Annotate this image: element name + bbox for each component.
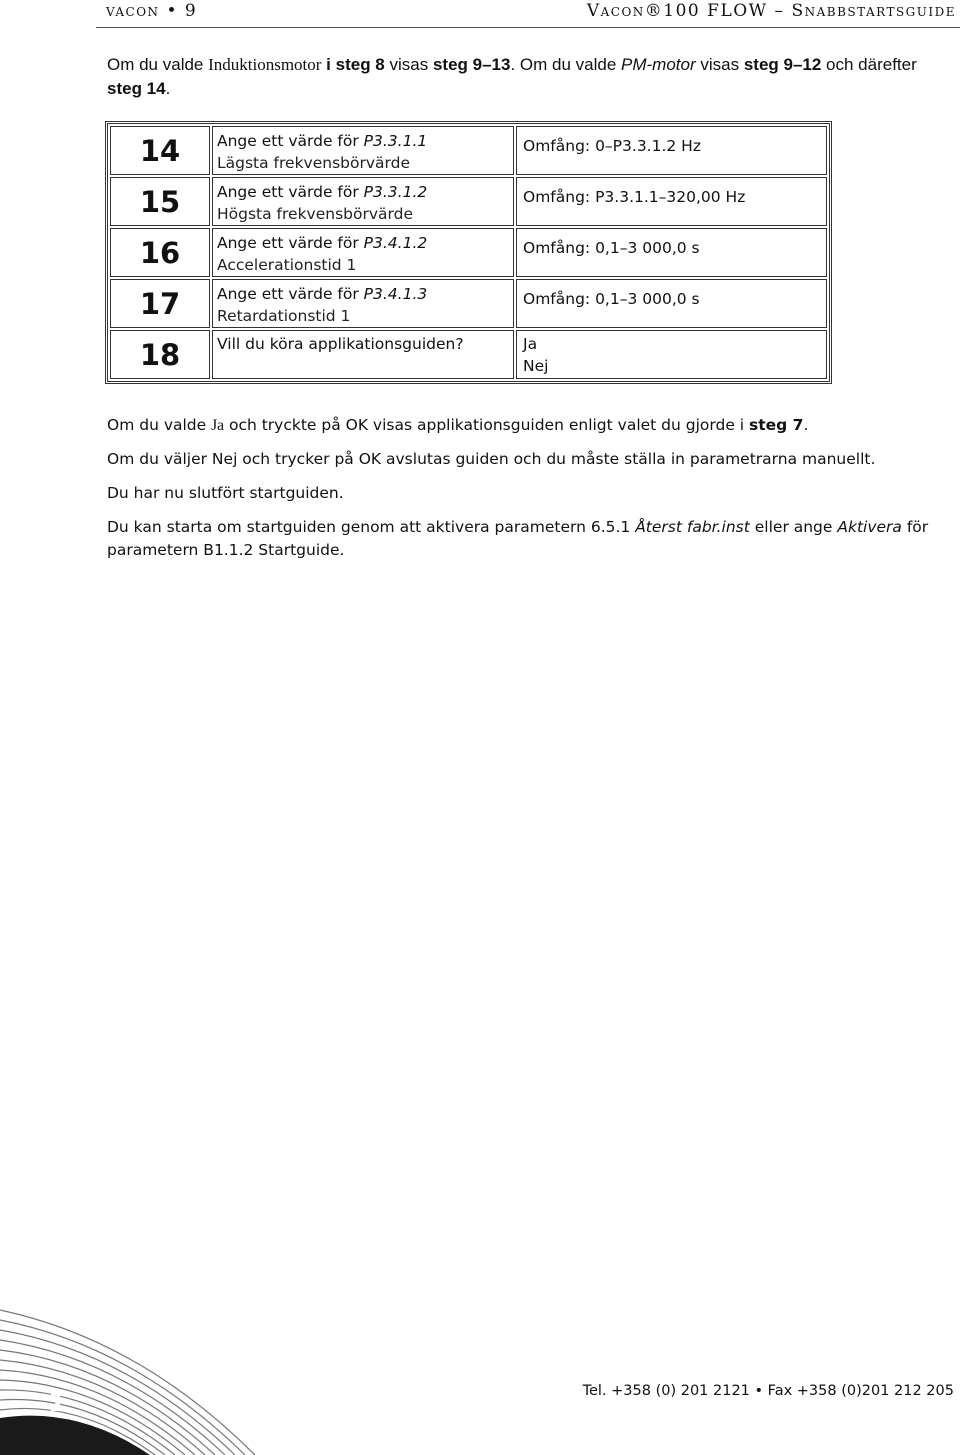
ja-term: Ja [211,417,225,434]
text: . [803,416,809,434]
text: Om du valde [107,416,212,434]
step-description [212,177,514,226]
corner-decoration [0,1280,270,1455]
intro-text: . [165,79,171,98]
step-question: Vill du köra applikationsguiden? [212,330,514,379]
step-row-16 [110,228,827,277]
footer-contact: Tel. +358 (0) 201 2121 • Fax +358 (0)201 212 205 [582,1383,954,1399]
intro-paragraph [107,53,947,101]
step-number: 16 [110,228,210,277]
parameter-name: Retardationstid 1 [217,307,351,325]
aktivera-term: Aktivera [837,518,902,536]
step-range: Omfång: P3.3.1.1–320,00 Hz [516,177,827,226]
step-range: Omfång: 0,1–3 000,0 s [516,228,827,277]
body-text [107,414,957,573]
paragraph-ja [107,414,957,437]
parameter-id: P3.3.1.2 [363,183,428,201]
intro-steg14: steg 14 [107,79,166,98]
parameter-name: Högsta frekvensbörvärde [217,205,414,223]
intro-pm-motor: PM-motor [621,55,696,74]
paragraph-done: Du har nu slutfört startguiden. [107,484,344,502]
intro-steg-9-13: steg 9–13 [432,55,511,74]
intro-text: visas [695,55,744,74]
paragraph-nej: Om du väljer Nej och trycker på OK avslutas guiden och du måste ställa in parametrarna manuellt. [107,450,876,468]
parameter-id: P3.4.1.3 [363,285,428,303]
parameter-id: P3.3.1.1 [363,132,428,150]
steps-table [105,121,832,384]
step-description [212,279,514,328]
step-instruction: Ange ett värde för [217,234,364,252]
step-row-17 [110,279,827,328]
parameter-id: P3.4.1.2 [363,234,428,252]
page-number: 1 [48,1388,67,1418]
intro-text: och därefter [821,55,917,74]
page-header [96,0,960,28]
step-range: Omfång: 0–P3.3.1.2 Hz [516,126,827,175]
step-range: Omfång: 0,1–3 000,0 s [516,279,827,328]
text: Du kan starta om startguiden genom att aktivera parametern 6.5.1 [107,518,636,536]
step-row-14 [110,126,827,175]
intro-text: . Om du valde [510,55,622,74]
intro-text: Om du valde [107,55,209,74]
option-ja: Ja [523,335,538,353]
parameter-name: Accelerationstid 1 [217,256,357,274]
step-row-15 [110,177,827,226]
text: och tryckte på OK visas applikationsguiden enligt valet du gjorde i [224,416,750,434]
header-doc-title: Vacon®100 FLOW – Snabbstartsguide [586,1,956,21]
intro-steg8: i steg 8 [321,55,385,74]
text: eller ange [749,518,838,536]
step-instruction: Ange ett värde för [217,183,364,201]
paragraph-restart [107,516,957,562]
step-instruction: Ange ett värde för [217,285,364,303]
intro-induktionsmotor: Induktionsmotor [208,55,322,74]
aterst-fabr-inst: Återst fabr.inst [635,518,750,536]
intro-text: visas [384,55,433,74]
step-description [212,126,514,175]
step-description [212,228,514,277]
intro-steg-9-12: steg 9–12 [743,55,822,74]
step-number: 14 [110,126,210,175]
step-row-18 [110,330,827,379]
step-number: 17 [110,279,210,328]
steg7-ref: steg 7 [749,416,804,434]
parameter-name: Lägsta frekvensbörvärde [217,154,411,172]
step-number: 15 [110,177,210,226]
step-options [516,330,827,379]
step-number: 18 [110,330,210,379]
step-instruction: Ange ett värde för [217,132,364,150]
option-nej: Nej [523,357,549,375]
header-brand-page: vacon • 9 [106,1,198,21]
text: för parametern B1.1.2 Startguide. [107,518,929,559]
